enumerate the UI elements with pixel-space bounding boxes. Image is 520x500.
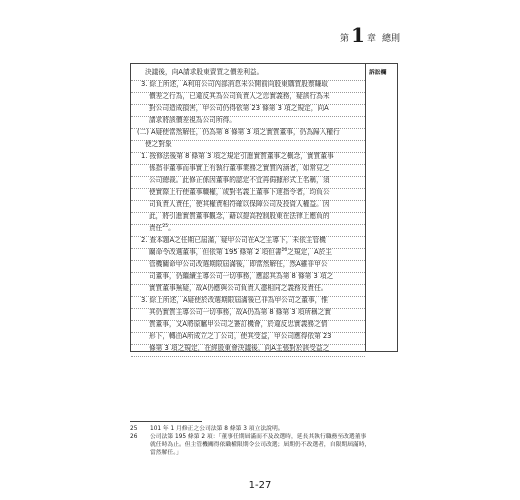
margin-column-label: 訴訟欄 <box>369 70 387 76</box>
line-text-body: 司董事，仍繼續主導公司一切事務，應認其為第 8 條第 3 項之 <box>149 272 334 280</box>
chapter-header <box>340 23 400 47</box>
line-text-body: 使之對象 <box>145 140 172 148</box>
footnote-line <box>130 425 284 433</box>
footnote-text: 就任時為止。但主管機關得依職權限期令公司改選；屆期仍不改選者，自限期屆滿時， <box>150 442 371 448</box>
line-text-body: 實質董事無疑，故A仍應與公司負責人盡相同之義務及責任。 <box>149 284 328 292</box>
footnote-text: 公司法第 195 條第 2 項：「董事任期屆滿而不及改選時，延長其執行職務至改選董事 <box>150 434 367 440</box>
line-text-body: 此，將引進實質董事觀念，藉以提高控制股東在法律上應負的 <box>149 212 330 220</box>
line-text-body: 3. 綜上所述，A疑使於改選期限屆滿後已非為甲公司之董事，惟 <box>141 296 328 304</box>
line-text-body: 使實際上行使董事職權，或對名義上董事下達指令者，均負公 <box>149 188 330 196</box>
line-text-body: 請求將該價差視為公司所得。 <box>149 116 236 124</box>
line-text-body: 2. 查本題A之任期已屆滿，疑甲公司在A之主導下，未依主管機 <box>141 236 326 244</box>
line-text-body: 3. 綜上所述，A利用公司內部消息未公開前向股東購買股票賺取 <box>141 80 328 88</box>
line-text-body: 決議後，向A請求股東賣買之價差利益。 <box>145 68 264 76</box>
chapter-title: 總則 <box>381 34 400 44</box>
footnote-text: 當然解任。」 <box>150 450 182 456</box>
page-number: 1-27 <box>248 480 272 491</box>
footnote-line <box>130 433 366 441</box>
footnote-number: 25 <box>130 426 138 432</box>
line-text-body: 1. 按修法後第 8 條第 3 項之規定引進實質董事之概念，實質董事 <box>141 152 334 160</box>
line-text-body: 係指非董事而事實上有執行董事業務之實質內涵者，如常見之 <box>149 164 330 172</box>
footnote-line <box>130 441 370 449</box>
line-text-body: 條第 3 項之規定，在經股東會決議後，向A主張對於該受益之 <box>149 344 330 352</box>
line-text-body: 對公司造成損害，甲公司仍得依第 23 條第 3 項之規定，向A <box>149 104 329 112</box>
footnote-text: 101 年 1 月修正之公司法第 8 條第 3 項立法說明。 <box>150 426 284 432</box>
footnote-rule <box>130 421 202 422</box>
line-text-body: 公司總裁。此修正係因董事的認定不宜再侷據形式上名稱，須 <box>149 176 330 184</box>
line-text-body: 責任 <box>149 224 163 232</box>
line-text <box>149 339 329 357</box>
line-text-body: 質董事，又A將原屬甲公司之簽訂機會，於違反忠實義務之情 <box>149 320 328 328</box>
chapter-prefix: 第 <box>340 34 350 44</box>
line-text-body: 其仍實質主導公司一切事務，故A仍為第 8 條第 3 項所稱之實 <box>149 308 332 316</box>
line-text-body: 關命令改選董事，但依第 195 條第 2 項但書 <box>149 248 282 256</box>
footnote-ref[interactable]: 25 <box>162 223 169 229</box>
footnote-line <box>130 449 182 457</box>
line-text-body: (二) A疑使當然解任，仍為第 8 條第 3 項之實質董事，仍為歸入權行 <box>137 128 340 136</box>
line-text-tail: 之規定，A於主 <box>287 248 332 256</box>
column-divider <box>365 64 366 351</box>
chapter-number: 1 <box>351 23 365 47</box>
line-text-body: 形下，轉由A所成立之丁公司，使其受益，甲公司應得依第 23 <box>149 332 332 340</box>
footnote-ref[interactable]: 26 <box>281 247 288 253</box>
line-text-body: 司負責人責任，使其權責相符確以保障公司及投資人權益。因 <box>149 200 330 208</box>
chapter-suffix: 章 <box>366 34 376 44</box>
line-text-body: 價差之行為，已違反其為公司負責人之忠實義務，疑該行為未 <box>149 92 330 100</box>
answer-table <box>130 63 398 352</box>
footnote-number: 26 <box>130 434 138 440</box>
line-text-tail: 。 <box>168 224 175 232</box>
line-text-body: 管機關命甲公司改選期限屆滿後，即當然解任，然A雖非甲公 <box>149 260 328 268</box>
table-line <box>131 339 365 357</box>
